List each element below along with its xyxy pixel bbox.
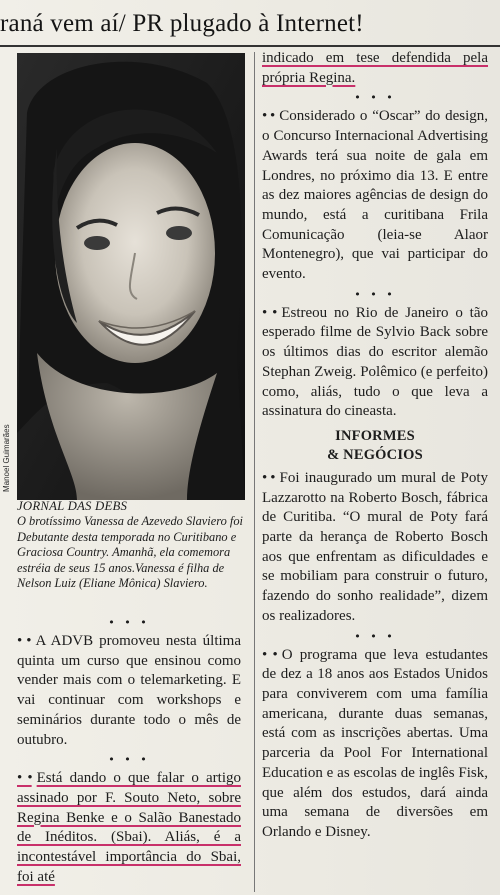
caption-title: JORNAL DAS DEBS [17, 499, 128, 513]
news-item-exchange [262, 646, 488, 843]
news-item-text: Considerado o “Oscar” do design, o Concurso Internacional Advertising Awards terá sua noite de gala em Londres, no próximo dia 13. E entre as dez maiores agências de design do mundo, está a curitibana Frila Comunicação (leia-se Alaor Montenegro), que vai participar do evento. [262, 108, 488, 283]
portrait-image [17, 53, 245, 500]
separator-stars: • • • [354, 287, 396, 301]
news-item-advb [17, 632, 241, 750]
bullet-marker: • • [262, 108, 275, 125]
bullet-marker: • • [17, 770, 32, 787]
bullet-marker: • • [262, 304, 277, 321]
continued-text: indicado em tese defendida pela própria Regina. [262, 50, 488, 86]
section-heading-line: & NEGÓCIOS [327, 446, 423, 463]
separator-stars: • • • [108, 616, 150, 629]
photo-caption [17, 499, 253, 591]
news-item-awards [262, 107, 488, 284]
news-item-text: A ADVB promoveu nesta última quinta um curso que ensinou como vender mais com o telemarketing. E vai continuar com workshops e seminários durante todo o mês de outubro. [17, 633, 241, 748]
news-item-text: Está dando o que falar o artigo assinado por F. Souto Neto, sobre Regina Benke e o Salão Banestado de Inéditos. (Sbai). Aliás, é a incontestável importância do Sbai, foi até [17, 770, 241, 885]
separator-stars: • • • [108, 753, 150, 767]
headline-rule [0, 45, 500, 47]
bullet-marker: • • [17, 633, 31, 649]
bullet-marker: • • [262, 646, 277, 663]
section-heading [262, 427, 488, 465]
news-item-text: O programa que leva estudantes de dez a 18 anos aos Estados Unidos para conviverem com uma família americana, durante duas semanas, está com as inscrições abertas. Uma parceria da Pool For International Education e as escolas de inglês Fisk, que além dos estudos, dará ainda uma semana de diversões em Orlando e Disney. [262, 646, 488, 840]
left-column [17, 613, 241, 887]
news-item-text: Estreou no Rio de Janeiro o tão esperado filme de Sylvio Back sobre os últimos dias do escritor alemão Stephan Zweig. Polêmico (e perfeito) como, aliás, tudo o que leva a assinatura do cineasta. [262, 304, 488, 420]
separator-stars: • • • [354, 91, 396, 105]
right-column [262, 49, 488, 843]
bullet-marker: • • [262, 469, 275, 486]
separator-stars: • • • [354, 629, 396, 643]
news-item-mural [262, 469, 488, 627]
news-item-sbai [17, 769, 241, 887]
portrait-photo [17, 53, 245, 500]
caption-text: O brotíssimo Vanessa de Azevedo Slaviero foi Debutante desta temporada no Curitibano e Graciosa Country. Amanhã, ela comemora estréia de seus 15 anos.Vanessa é filha de Nelson Luiz (Eliane Mônica) Slaviero. [17, 514, 243, 591]
column-divider [254, 52, 255, 892]
headline: raná vem aí/ PR plugado à Internet! [0, 10, 364, 37]
news-item-film [262, 304, 488, 422]
news-item-text: Foi inaugurado um mural de Poty Lazzarotto na Roberto Bosch, fábrica de Curitiba. “O mural de Poty fará parte da herança de Roberto Bosch aos que enfrentam as dificuldades e se mobiliam para construir o futuro, fazendo do sonho realidade”, dizem os realizadores. [262, 469, 489, 624]
photo-credit: Manoel Guimarães [2, 424, 11, 492]
section-heading-line: INFORMES [335, 427, 415, 444]
